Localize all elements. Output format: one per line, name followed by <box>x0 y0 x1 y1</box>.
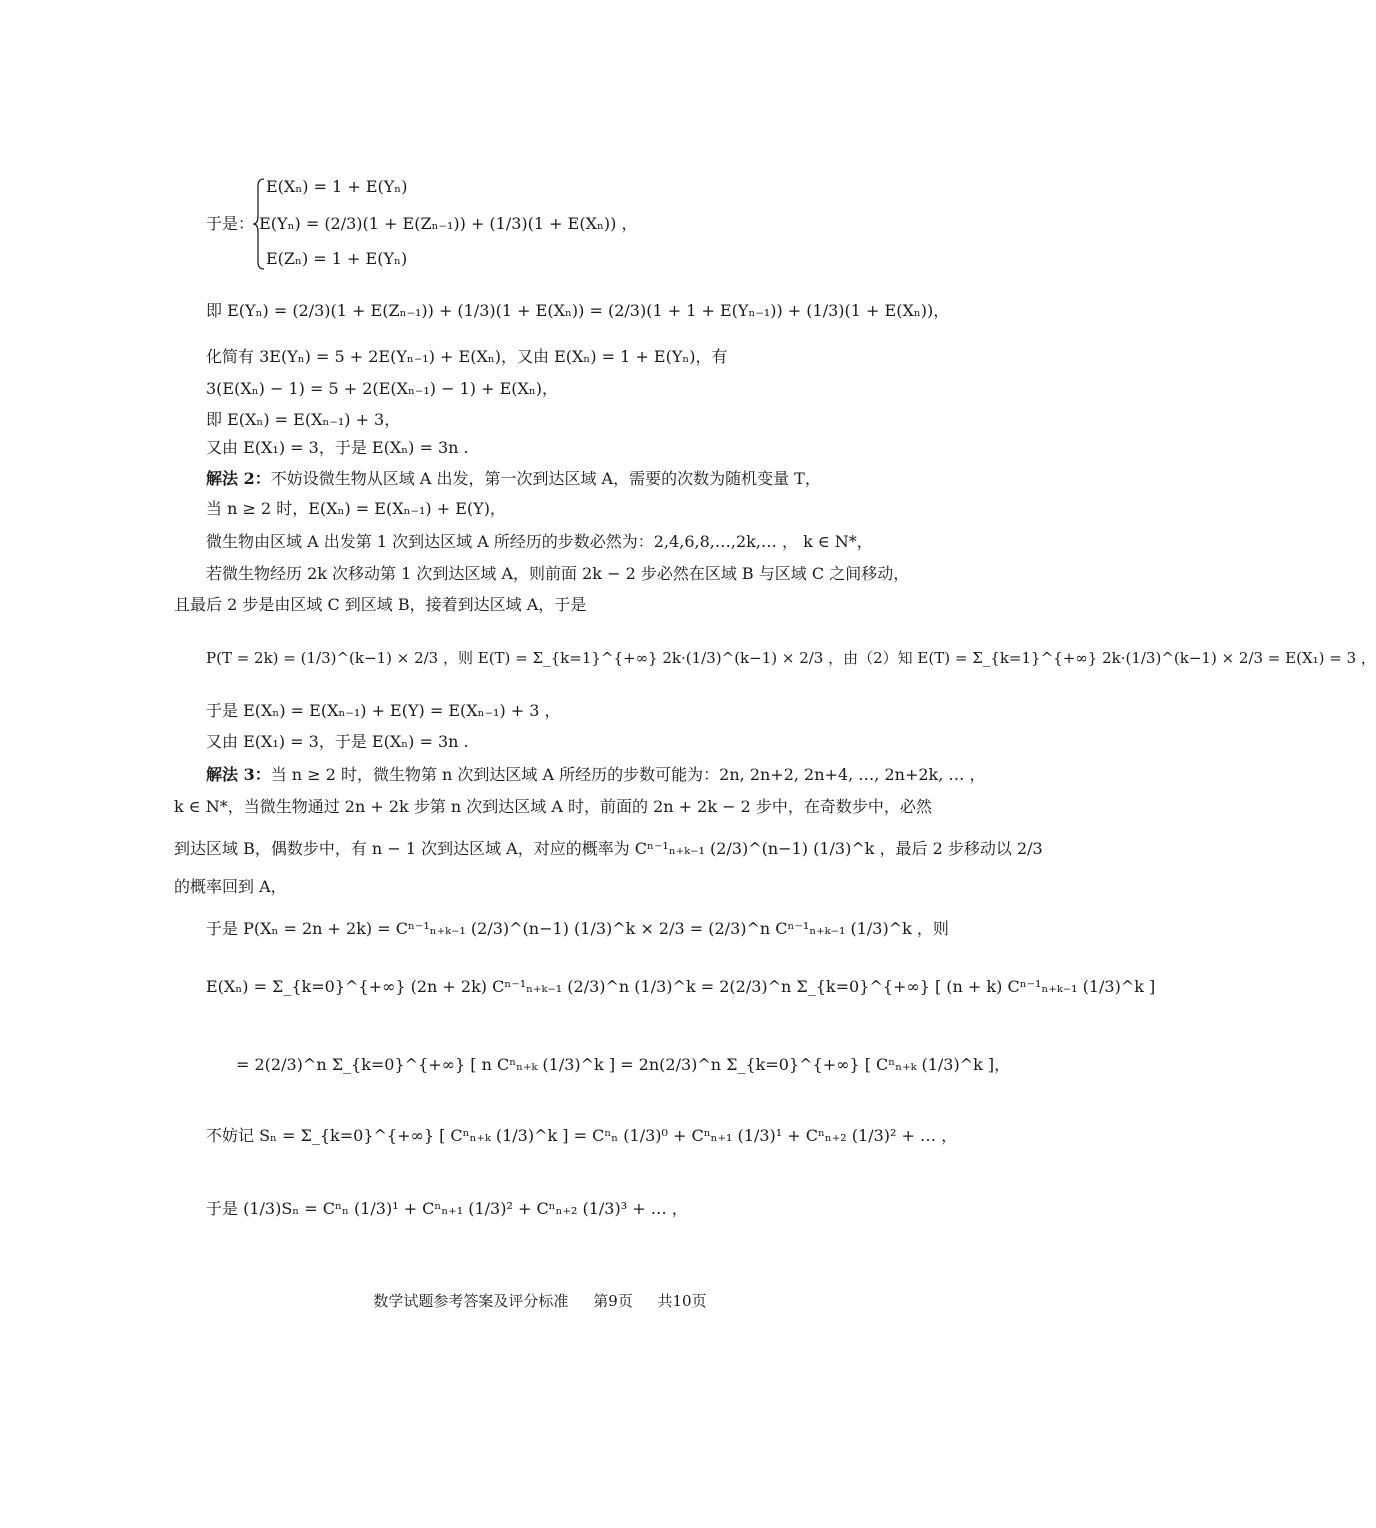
series-scaled-line: 于是 (1/3)Sₙ = Cⁿₙ (1/3)¹ + Cⁿₙ₊₁ (1/3)² + Cⁿₙ₊₂ (1/3)³ + … ， <box>206 1199 688 1218</box>
method-2-line-4: 若微生物经历 2k 次移动第 1 次到达区域 A，则前面 2k − 2 步必然在区域 B 与区域 C 之间移动， <box>206 564 910 583</box>
equation-line-2: 于是： E(Yₙ) = (2/3)(1 + E(Zₙ₋₁)) + (1/3)(1 + E(Xₙ)) ， <box>206 214 638 233</box>
expectation-line-1: E(Xₙ) = Σ_{k=0}^{+∞} (2n + 2k) Cⁿ⁻¹ₙ₊ₖ₋₁ (2/3)^n (1/3)^k = 2(2/3)^n Σ_{k=0}^{+∞} [ (n + k) Cⁿ⁻¹ₙ₊ₖ₋₁ (1/3)^k ] <box>206 977 1156 996</box>
method-2-paragraph <box>206 468 821 490</box>
equation-line-3: E(Zₙ) = 1 + E(Yₙ) <box>266 249 408 268</box>
method-2-line-2: 当 n ≥ 2 时，E(Xₙ) = E(Xₙ₋₁) + E(Y)， <box>206 499 506 518</box>
simplify-line: 化简有 3E(Yₙ) = 5 + 2E(Yₙ₋₁) + E(Xₙ)，又由 E(Xₙ) = 1 + E(Yₙ)，有 <box>206 347 728 366</box>
substitute-line: 3(E(Xₙ) − 1) = 5 + 2(E(Xₙ₋₁) − 1) + E(Xₙ)， <box>206 379 559 398</box>
series-definition-line: 不妨记 Sₙ = Σ_{k=0}^{+∞} [ Cⁿₙ₊ₖ (1/3)^k ] = Cⁿₙ (1/3)⁰ + Cⁿₙ₊₁ (1/3)¹ + Cⁿₙ₊₂ (1/3)² + … ， <box>206 1126 958 1145</box>
conclusion-line-1: 又由 E(X₁) = 3，于是 E(Xₙ) = 3n . <box>206 438 469 457</box>
method-2-line-5: 且最后 2 步是由区域 C 到区域 B，接着到达区域 A，于是 <box>174 595 587 614</box>
method-3-label: 解法 3： <box>206 765 271 784</box>
footer-total-pages: 共10页 <box>657 1292 707 1310</box>
method-3-probability: 于是 P(Xₙ = 2n + 2k) = Cⁿ⁻¹ₙ₊ₖ₋₁ (2/3)^(n−1) (1/3)^k × 2/3 = (2/3)^n Cⁿ⁻¹ₙ₊ₖ₋₁ (1/3)^k ，则 <box>206 919 949 938</box>
recurrence-line: 即 E(Xₙ) = E(Xₙ₋₁) + 3， <box>206 410 401 429</box>
method-3-line-2: k ∈ N*，当微生物通过 2n + 2k 步第 n 次到达区域 A 时，前面的 2n + 2k − 2 步中，在奇数步中，必然 <box>174 797 932 816</box>
probability-formula-line: P(T = 2k) = (1/3)^(k−1) × 2/3 ，则 E(T) = Σ_{k=1}^{+∞} 2k·(1/3)^(k−1) × 2/3 ，由（2）知 E(T) = Σ_{k=1}^{+∞} 2k·(1/3)^(k−1) × 2/3 = E(X₁) = 3 ， <box>206 649 1376 667</box>
footer-page-number: 第9页 <box>593 1292 633 1310</box>
equation-line-1: E(Xₙ) = 1 + E(Yₙ) <box>266 177 408 196</box>
method-2-line-3: 微生物由区域 A 出发第 1 次到达区域 A 所经历的步数必然为：2,4,6,8,…,2k,… ， k ∈ N*， <box>206 532 873 551</box>
method-2-line-7: 于是 E(Xₙ) = E(Xₙ₋₁) + E(Y) = E(Xₙ₋₁) + 3 ， <box>206 701 561 720</box>
derivation-line: 即 E(Yₙ) = (2/3)(1 + E(Zₙ₋₁)) + (1/3)(1 + E(Xₙ)) = (2/3)(1 + 1 + E(Yₙ₋₁)) + (1/3)(1 + E(Xₙ))， <box>206 301 950 320</box>
method-3-line-4: 的概率回到 A， <box>174 877 287 896</box>
expectation-line-2: = 2(2/3)^n Σ_{k=0}^{+∞} [ n Cⁿₙ₊ₖ (1/3)^k ] = 2n(2/3)^n Σ_{k=0}^{+∞} [ Cⁿₙ₊ₖ (1/3)^k ]， <box>236 1055 1011 1074</box>
footer-title: 数学试题参考答案及评分标准 <box>373 1292 569 1310</box>
method-3-paragraph <box>206 764 986 786</box>
method-3-line-3: 到达区域 B，偶数步中，有 n − 1 次到达区域 A，对应的概率为 Cⁿ⁻¹ₙ₊ₖ₋₁ (2/3)^(n−1) (1/3)^k ，最后 2 步移动以 2/3 <box>174 839 1043 858</box>
page-footer <box>0 1290 1080 1311</box>
method-2-text: 不妨设微生物从区域 A 出发，第一次到达区域 A，需要的次数为随机变量 T， <box>270 469 821 488</box>
method-2-label: 解法 2： <box>206 469 271 488</box>
method-3-text: 当 n ≥ 2 时，微生物第 n 次到达区域 A 所经历的步数可能为：2n, 2n+2, 2n+4, …, 2n+2k, … ， <box>270 765 986 784</box>
conclusion-line-2: 又由 E(X₁) = 3，于是 E(Xₙ) = 3n . <box>206 732 469 751</box>
